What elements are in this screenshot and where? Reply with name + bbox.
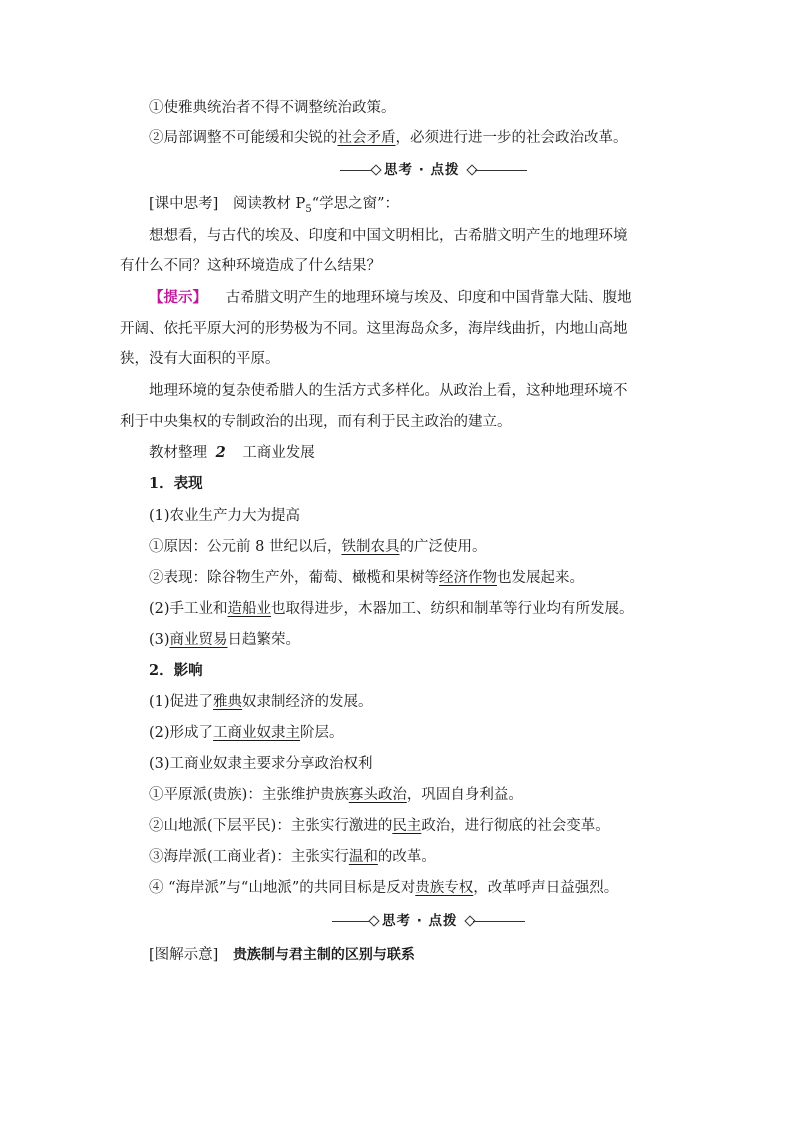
text: 开阔、依托平原大河的形势极为不同。这里海岛众多，海岸线曲折，内地山高地	[120, 321, 628, 337]
text: 阶层。	[300, 725, 344, 741]
text-line	[149, 847, 436, 867]
text-line	[149, 692, 373, 712]
text-line	[149, 754, 373, 774]
section-number: 2	[215, 444, 226, 461]
text: “学思之窗”：	[311, 196, 400, 212]
text: ④ “海岸派”与“山地派”的共同目标是反对	[149, 880, 416, 896]
text-line	[149, 381, 628, 401]
text-line	[120, 349, 280, 369]
text-line	[149, 226, 628, 246]
text-line	[120, 412, 512, 432]
text-line	[149, 878, 618, 898]
text: 工商业发展	[242, 445, 315, 461]
text-line	[149, 128, 628, 148]
text: (1)促进了	[149, 694, 214, 710]
text: 奴隶制经济的发展。	[242, 694, 373, 710]
divider-label: 思考 · 点拨	[382, 913, 458, 929]
text: ，必须进行进一步的社会政治改革。	[395, 130, 628, 146]
text: (3)工商业奴隶主要求分享政治权利	[149, 756, 373, 772]
underlined-term: 民主	[392, 818, 422, 834]
text: 有什么不同？这种环境造成了什么结果？	[120, 258, 381, 274]
text: (3)	[149, 632, 170, 648]
underlined-term: 雅典	[213, 694, 243, 710]
text: ②局部调整不可能缓和尖锐的	[149, 130, 338, 146]
underlined-term: 温和	[348, 849, 378, 865]
text: 的广泛使用。	[399, 539, 487, 555]
heading-1	[149, 474, 203, 494]
text: 古希腊文明产生的地理环境与埃及、印度和中国背靠大陆、腹地	[225, 290, 632, 306]
text: 也取得进步，木器加工、纺织和制革等行业均有所发展。	[271, 601, 634, 617]
tip-line	[149, 288, 632, 308]
text: ②山地派(下层平民)：主张实行激进的	[149, 818, 393, 834]
underlined-term: 寡头政治	[348, 787, 407, 803]
text-line	[149, 537, 486, 557]
text: (2)形成了	[149, 725, 214, 741]
text-line	[120, 319, 628, 339]
text: ，改革呼声日益强烈。	[473, 880, 619, 896]
section-divider	[0, 911, 794, 931]
text: 1．表现	[149, 475, 203, 492]
text-line	[149, 506, 300, 526]
divider-label: 思考 · 点拨	[384, 162, 460, 178]
figure-heading	[149, 945, 415, 965]
text: 日趋繁荣。	[227, 632, 301, 648]
underlined-term: 铁制农具	[341, 539, 400, 555]
text-line	[120, 256, 381, 276]
text-line	[149, 723, 344, 743]
text: ①原因：公元前 8 世纪以后，	[149, 539, 342, 555]
text: 想想看，与古代的埃及、印度和中国文明相比，古希腊文明产生的地理环境	[149, 228, 628, 244]
text: ①使雅典统治者不得不调整统治政策。	[149, 100, 396, 116]
text-line	[149, 816, 610, 836]
text-line	[149, 568, 584, 588]
underlined-term: 工商业奴隶主	[213, 725, 301, 741]
text: (1)农业生产力大为提高	[149, 508, 301, 524]
section-title	[149, 443, 315, 463]
text: 地理环境的复杂使希腊人的生活方式多样化。从政治上看，这种地理环境不	[149, 383, 628, 399]
text: 2．影响	[149, 662, 203, 679]
text: 利于中央集权的专制政治的出现，而有利于民主政治的建立。	[120, 414, 512, 430]
text-line	[149, 630, 300, 650]
text-line	[149, 599, 634, 619]
diamond-icon	[370, 164, 381, 175]
heading-2	[149, 661, 203, 681]
tag: [课中思考]	[149, 196, 219, 212]
question-heading	[149, 194, 399, 220]
underlined-term: 商业贸易	[169, 632, 228, 648]
text: 狭，没有大面积的平原。	[120, 351, 280, 367]
diamond-icon	[368, 915, 379, 926]
underlined-term: 贵族专权	[415, 880, 474, 896]
section-divider	[0, 160, 794, 180]
text: 也发展起来。	[497, 570, 584, 586]
tag: [图解示意]	[149, 947, 219, 963]
underlined-term: 造船业	[227, 601, 272, 617]
text-line	[149, 785, 523, 805]
text: 的改革。	[377, 849, 436, 865]
text-line	[149, 98, 396, 118]
text: ②表现：除谷物生产外，葡萄、橄榄和果树等	[149, 570, 439, 586]
underlined-term: 经济作物	[439, 570, 497, 586]
text: (2)手工业和	[149, 601, 228, 617]
figure-title: 贵族制与君主制的区别与联系	[232, 947, 415, 963]
text: 教材整理	[149, 445, 207, 461]
text: ①平原派(贵族)：主张维护贵族	[149, 787, 349, 803]
subscript: 5	[305, 203, 312, 215]
text: 政治，进行彻底的社会变革。	[421, 818, 610, 834]
underlined-term: 社会矛盾	[337, 130, 396, 146]
text: ③海岸派(工商业者)：主张实行	[149, 849, 349, 865]
text: ，巩固自身利益。	[406, 787, 523, 803]
text: 阅读教材 P	[232, 196, 306, 212]
tip-label: 【提示】	[149, 289, 207, 306]
